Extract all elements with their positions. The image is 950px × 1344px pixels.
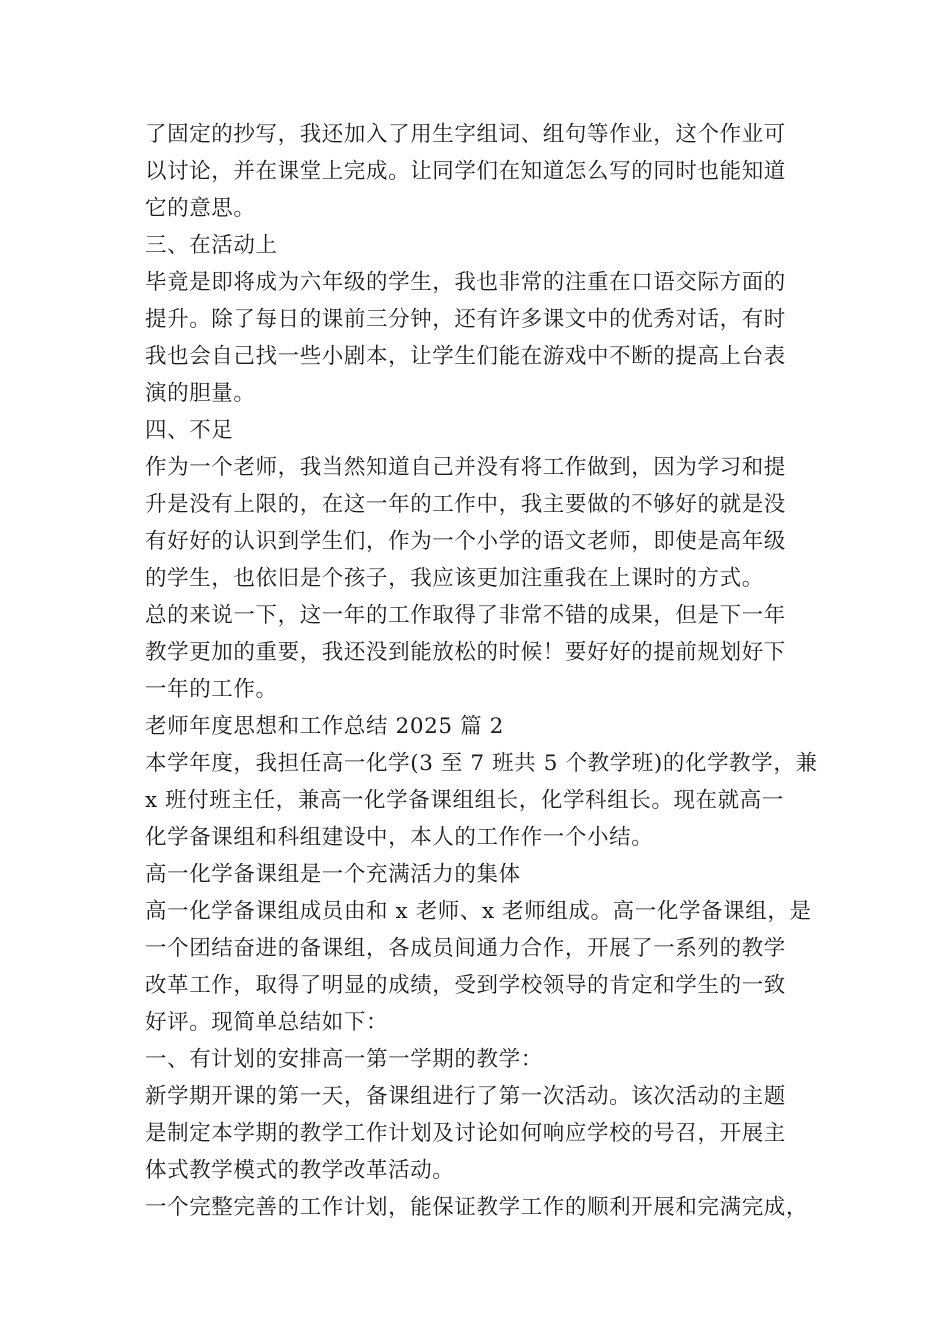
text-line: 体式教学模式的教学改革活动。 <box>145 1158 455 1183</box>
text-line: 了固定的抄写，我还加入了用生字组词、组句等作业，这个作业可 <box>145 122 786 147</box>
section-heading: 高一化学备课组是一个充满活力的集体 <box>145 862 521 887</box>
text-line: 好评。现简单总结如下： <box>145 1010 389 1035</box>
text-line: 我也会自己找一些小剧本，让学生们能在游戏中不断的提高上台表 <box>145 344 786 369</box>
text-line: 高一化学备课组成员由和 x 老师、x 老师组成。高一化学备课组，是 <box>145 899 812 924</box>
text-line: 是制定本学期的教学工作计划及讨论如何响应学校的号召，开展主 <box>145 1121 786 1146</box>
text-line: 有好好的认识到学生们，作为一个小学的语文老师，即使是高年级 <box>145 529 786 554</box>
text-line: 化学备课组和科组建设中，本人的工作作一个小结。 <box>145 825 654 850</box>
section-heading: 三、在活动上 <box>145 233 278 258</box>
text-line: 提升。除了每日的课前三分钟，还有许多课文中的优秀对话，有时 <box>145 307 786 332</box>
text-line: 演的胆量。 <box>145 381 256 406</box>
text-line: 本学年度，我担任高一化学(3 至 7 班共 5 个教学班)的化学教学，兼 <box>145 751 818 776</box>
text-line: 以讨论，并在课堂上完成。让同学们在知道怎么写的同时也能知道 <box>145 159 786 184</box>
text-line: 一个完整完善的工作计划，能保证教学工作的顺利开展和完满完成， <box>145 1195 809 1220</box>
document-body <box>145 116 825 1226</box>
article-title: 老师年度思想和工作总结 2025 篇 2 <box>145 714 504 739</box>
text-line: 的学生，也依旧是个孩子，我应该更加注重我在上课时的方式。 <box>145 566 764 591</box>
text-line: 总的来说一下，这一年的工作取得了非常不错的成果，但是下一年 <box>145 603 786 628</box>
text-line: 升是没有上限的，在这一年的工作中，我主要做的不够好的就是没 <box>145 492 786 517</box>
text-line: 它的意思。 <box>145 196 256 221</box>
text-line: 教学更加的重要，我还没到能放松的时候！要好好的提前规划好下 <box>145 640 786 665</box>
text-line: 作为一个老师，我当然知道自己并没有将工作做到，因为学习和提 <box>145 455 786 480</box>
text-line: 一年的工作。 <box>145 677 278 702</box>
section-heading: 一、有计划的安排高一第一学期的教学： <box>145 1047 543 1072</box>
text-line: 一个团结奋进的备课组，各成员间通力合作，开展了一系列的教学 <box>145 936 786 961</box>
text-line: 改革工作，取得了明显的成绩，受到学校领导的肯定和学生的一致 <box>145 973 786 998</box>
text-line: 新学期开课的第一天，备课组进行了第一次活动。该次活动的主题 <box>145 1084 786 1109</box>
section-heading: 四、不足 <box>145 418 234 443</box>
text-line: x 班付班主任，兼高一化学备课组组长，化学科组长。现在就高一 <box>145 788 784 813</box>
text-line: 毕竟是即将成为六年级的学生，我也非常的注重在口语交际方面的 <box>145 270 786 295</box>
